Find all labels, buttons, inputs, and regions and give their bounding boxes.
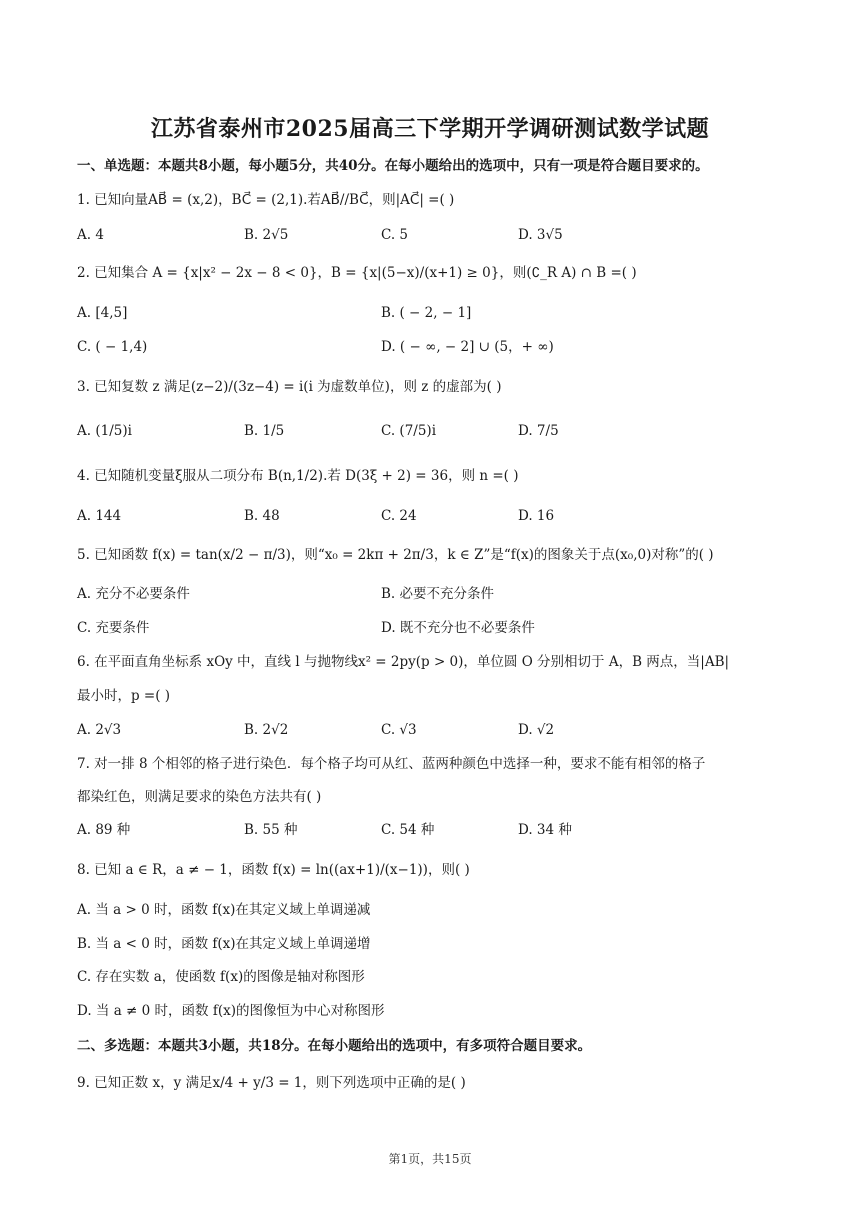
question-5-option-d: D. 既不充分也不必要条件 xyxy=(381,620,535,636)
question-3-option-a: A. (1/5)i xyxy=(77,423,132,439)
question-6-option-c: C. √3 xyxy=(381,722,417,738)
question-7-option-b: B. 55 种 xyxy=(244,822,298,838)
question-7-stem-line-2: 都染红色，则满足要求的染色方法共有( ) xyxy=(77,789,322,805)
question-8-option-c: C. 存在实数 a，使函数 f(x)的图像是轴对称图形 xyxy=(77,969,365,985)
question-1-stem: 1. 已知向量AB⃗ = (x,2)，BC⃗ = (2,1).若AB⃗//BC⃗，则|AC⃗| =( ) xyxy=(77,192,455,208)
question-1-option-b: B. 2√5 xyxy=(244,227,289,243)
question-2-option-a: A. [4,5] xyxy=(77,305,128,321)
question-7-option-a: A. 89 种 xyxy=(77,822,131,838)
question-5-option-a: A. 充分不必要条件 xyxy=(77,586,190,602)
question-3-stem: 3. 已知复数 z 满足(z−2)/(3z−4) = i(i 为虚数单位)，则 z 的虚部为( ) xyxy=(77,379,502,395)
question-6-stem-line-2: 最小时，p =( ) xyxy=(77,688,171,704)
page-footer: 第1页，共15页 xyxy=(388,1152,472,1166)
question-7-option-d: D. 34 种 xyxy=(518,822,572,838)
question-8-option-d: D. 当 a ≠ 0 时，函数 f(x)的图像恒为中心对称图形 xyxy=(77,1003,385,1019)
question-2-option-c: C. ( − 1,4) xyxy=(77,339,148,355)
question-8-option-b: B. 当 a < 0 时，函数 f(x)在其定义域上单调递增 xyxy=(77,936,371,952)
question-5-option-c: C. 充要条件 xyxy=(77,620,150,636)
question-1-option-c: C. 5 xyxy=(381,227,409,243)
question-8-stem: 8. 已知 a ∈ R，a ≠ − 1，函数 f(x) = ln((ax+1)/(x−1))，则( ) xyxy=(77,862,470,878)
question-2-stem: 2. 已知集合 A = {x|x² − 2x − 8 < 0}，B = {x|(5−x)/(x+1) ≥ 0}，则(∁_R A) ∩ B =( ) xyxy=(77,265,637,281)
question-4-option-c: C. 24 xyxy=(381,508,417,524)
question-6-stem-line-1: 6. 在平面直角坐标系 xOy 中，直线 l 与抛物线x² = 2py(p > 0)，单位圆 O 分别相切于 A，B 两点，当|AB| xyxy=(77,654,730,670)
question-1-option-a: A. 4 xyxy=(77,227,104,243)
question-6-option-b: B. 2√2 xyxy=(244,722,289,738)
question-6-option-a: A. 2√3 xyxy=(77,722,122,738)
question-7-option-c: C. 54 种 xyxy=(381,822,435,838)
question-3-option-c: C. (7/5)i xyxy=(381,423,437,439)
page-title: 江苏省泰州市2025届高三下学期开学调研测试数学试题 xyxy=(150,116,710,142)
question-3-option-d: D. 7/5 xyxy=(518,423,559,439)
question-8-option-a: A. 当 a > 0 时，函数 f(x)在其定义域上单调递减 xyxy=(77,902,371,918)
question-1-option-d: D. 3√5 xyxy=(518,227,563,243)
question-7-stem-line-1: 7. 对一排 8 个相邻的格子进行染色．每个格子均可从红、蓝两种颜色中选择一种，要求不能有相邻的格子 xyxy=(77,756,706,772)
question-4-option-a: A. 144 xyxy=(77,508,122,524)
question-4-stem: 4. 已知随机变量ξ服从二项分布 B(n,1/2).若 D(3ξ + 2) = 36，则 n =( ) xyxy=(77,468,519,484)
question-4-option-d: D. 16 xyxy=(518,508,555,524)
question-4-option-b: B. 48 xyxy=(244,508,280,524)
question-6-option-d: D. √2 xyxy=(518,722,555,738)
question-5-stem: 5. 已知函数 f(x) = tan(x/2 − π/3)，则“x₀ = 2kπ + 2π/3，k ∈ Z”是“f(x)的图象关于点(x₀,0)对称”的( ) xyxy=(77,547,714,563)
section-header-multi-choice: 二、多选题：本题共3小题，共18分。在每小题给出的选项中，有多项符合题目要求。 xyxy=(77,1038,592,1054)
question-9-stem: 9. 已知正数 x，y 满足x/4 + y/3 = 1，则下列选项中正确的是( ) xyxy=(77,1075,466,1091)
question-5-option-b: B. 必要不充分条件 xyxy=(381,586,495,602)
section-header-single-choice: 一、单选题：本题共8小题，每小题5分，共40分。在每小题给出的选项中，只有一项是符合题目要求的。 xyxy=(77,158,709,174)
question-2-option-d: D. ( − ∞, − 2] ∪ (5，+ ∞) xyxy=(381,339,554,355)
question-3-option-b: B. 1/5 xyxy=(244,423,285,439)
question-2-option-b: B. ( − 2, − 1] xyxy=(381,305,472,321)
